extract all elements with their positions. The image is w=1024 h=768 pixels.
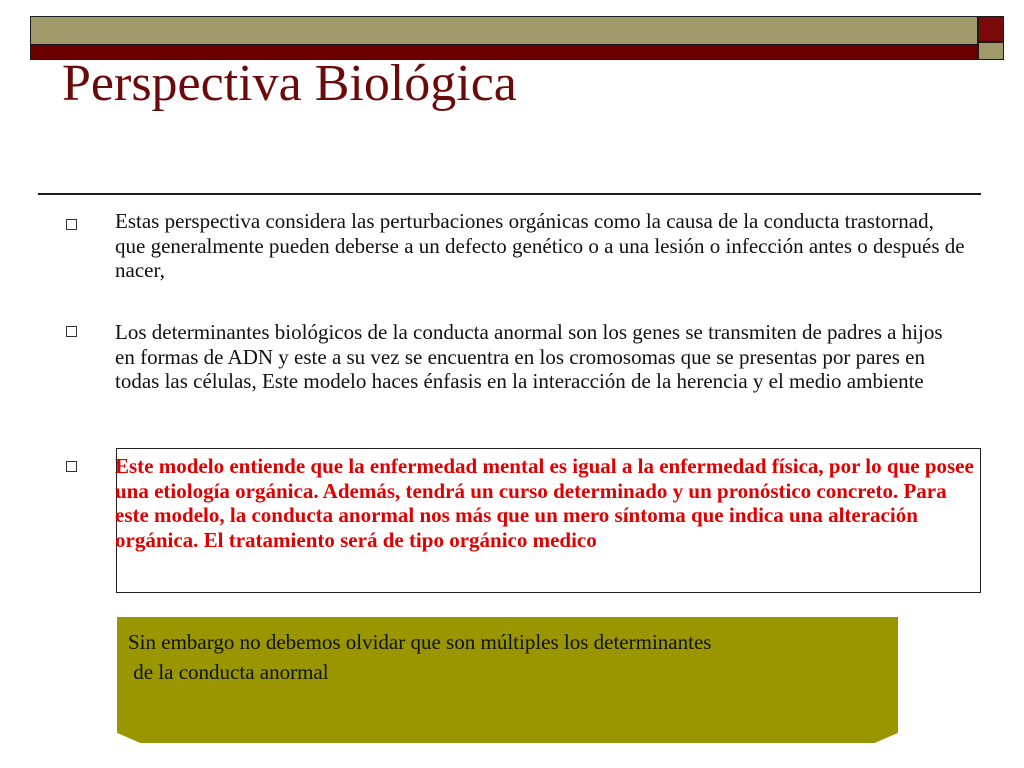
note-text [128, 627, 888, 687]
bullet-paragraph-2: Los determinantes biológicos de la conducta anormal son los genes se transmiten de padres a hijos en formas de ADN y este a su vez se encuentra en los cromosomas que se presentas por pares en todas las células, Este modelo haces énfasis en la interacción de la herencia y el medio ambiente [115, 320, 943, 393]
bullet-square-icon [66, 219, 77, 230]
note-line-1: Sin embargo no debemos olvidar que son múltiples los determinantes [128, 630, 712, 654]
slide-title: Perspectiva Biológica [62, 55, 517, 112]
title-divider [38, 193, 981, 195]
bullet-paragraph-3-highlight: Este modelo entiende que la enfermedad mental es igual a la enfermedad física, por lo que posee una etiología orgánica. Además, tendrá un curso determinado y un pronóstico concreto. Para este modelo, la conducta anormal nos más que un mero síntoma que indica una alteración orgánica. El tratamiento será de tipo orgánico medico [115, 454, 974, 552]
bullet-square-icon [66, 461, 77, 472]
header-olive-stripe [31, 17, 977, 45]
bullet-paragraph-1: Estas perspectiva considera las perturbaciones orgánicas como la causa de la conducta trastornad, que generalmente pueden deberse a un defecto genético o a una lesión o infección antes o después de nacer, [115, 209, 965, 282]
corner-maroon-square [978, 16, 1004, 42]
note-line-2: de la conducta anormal [128, 660, 329, 684]
bullet-square-icon [66, 326, 77, 337]
corner-olive-square [978, 42, 1004, 60]
